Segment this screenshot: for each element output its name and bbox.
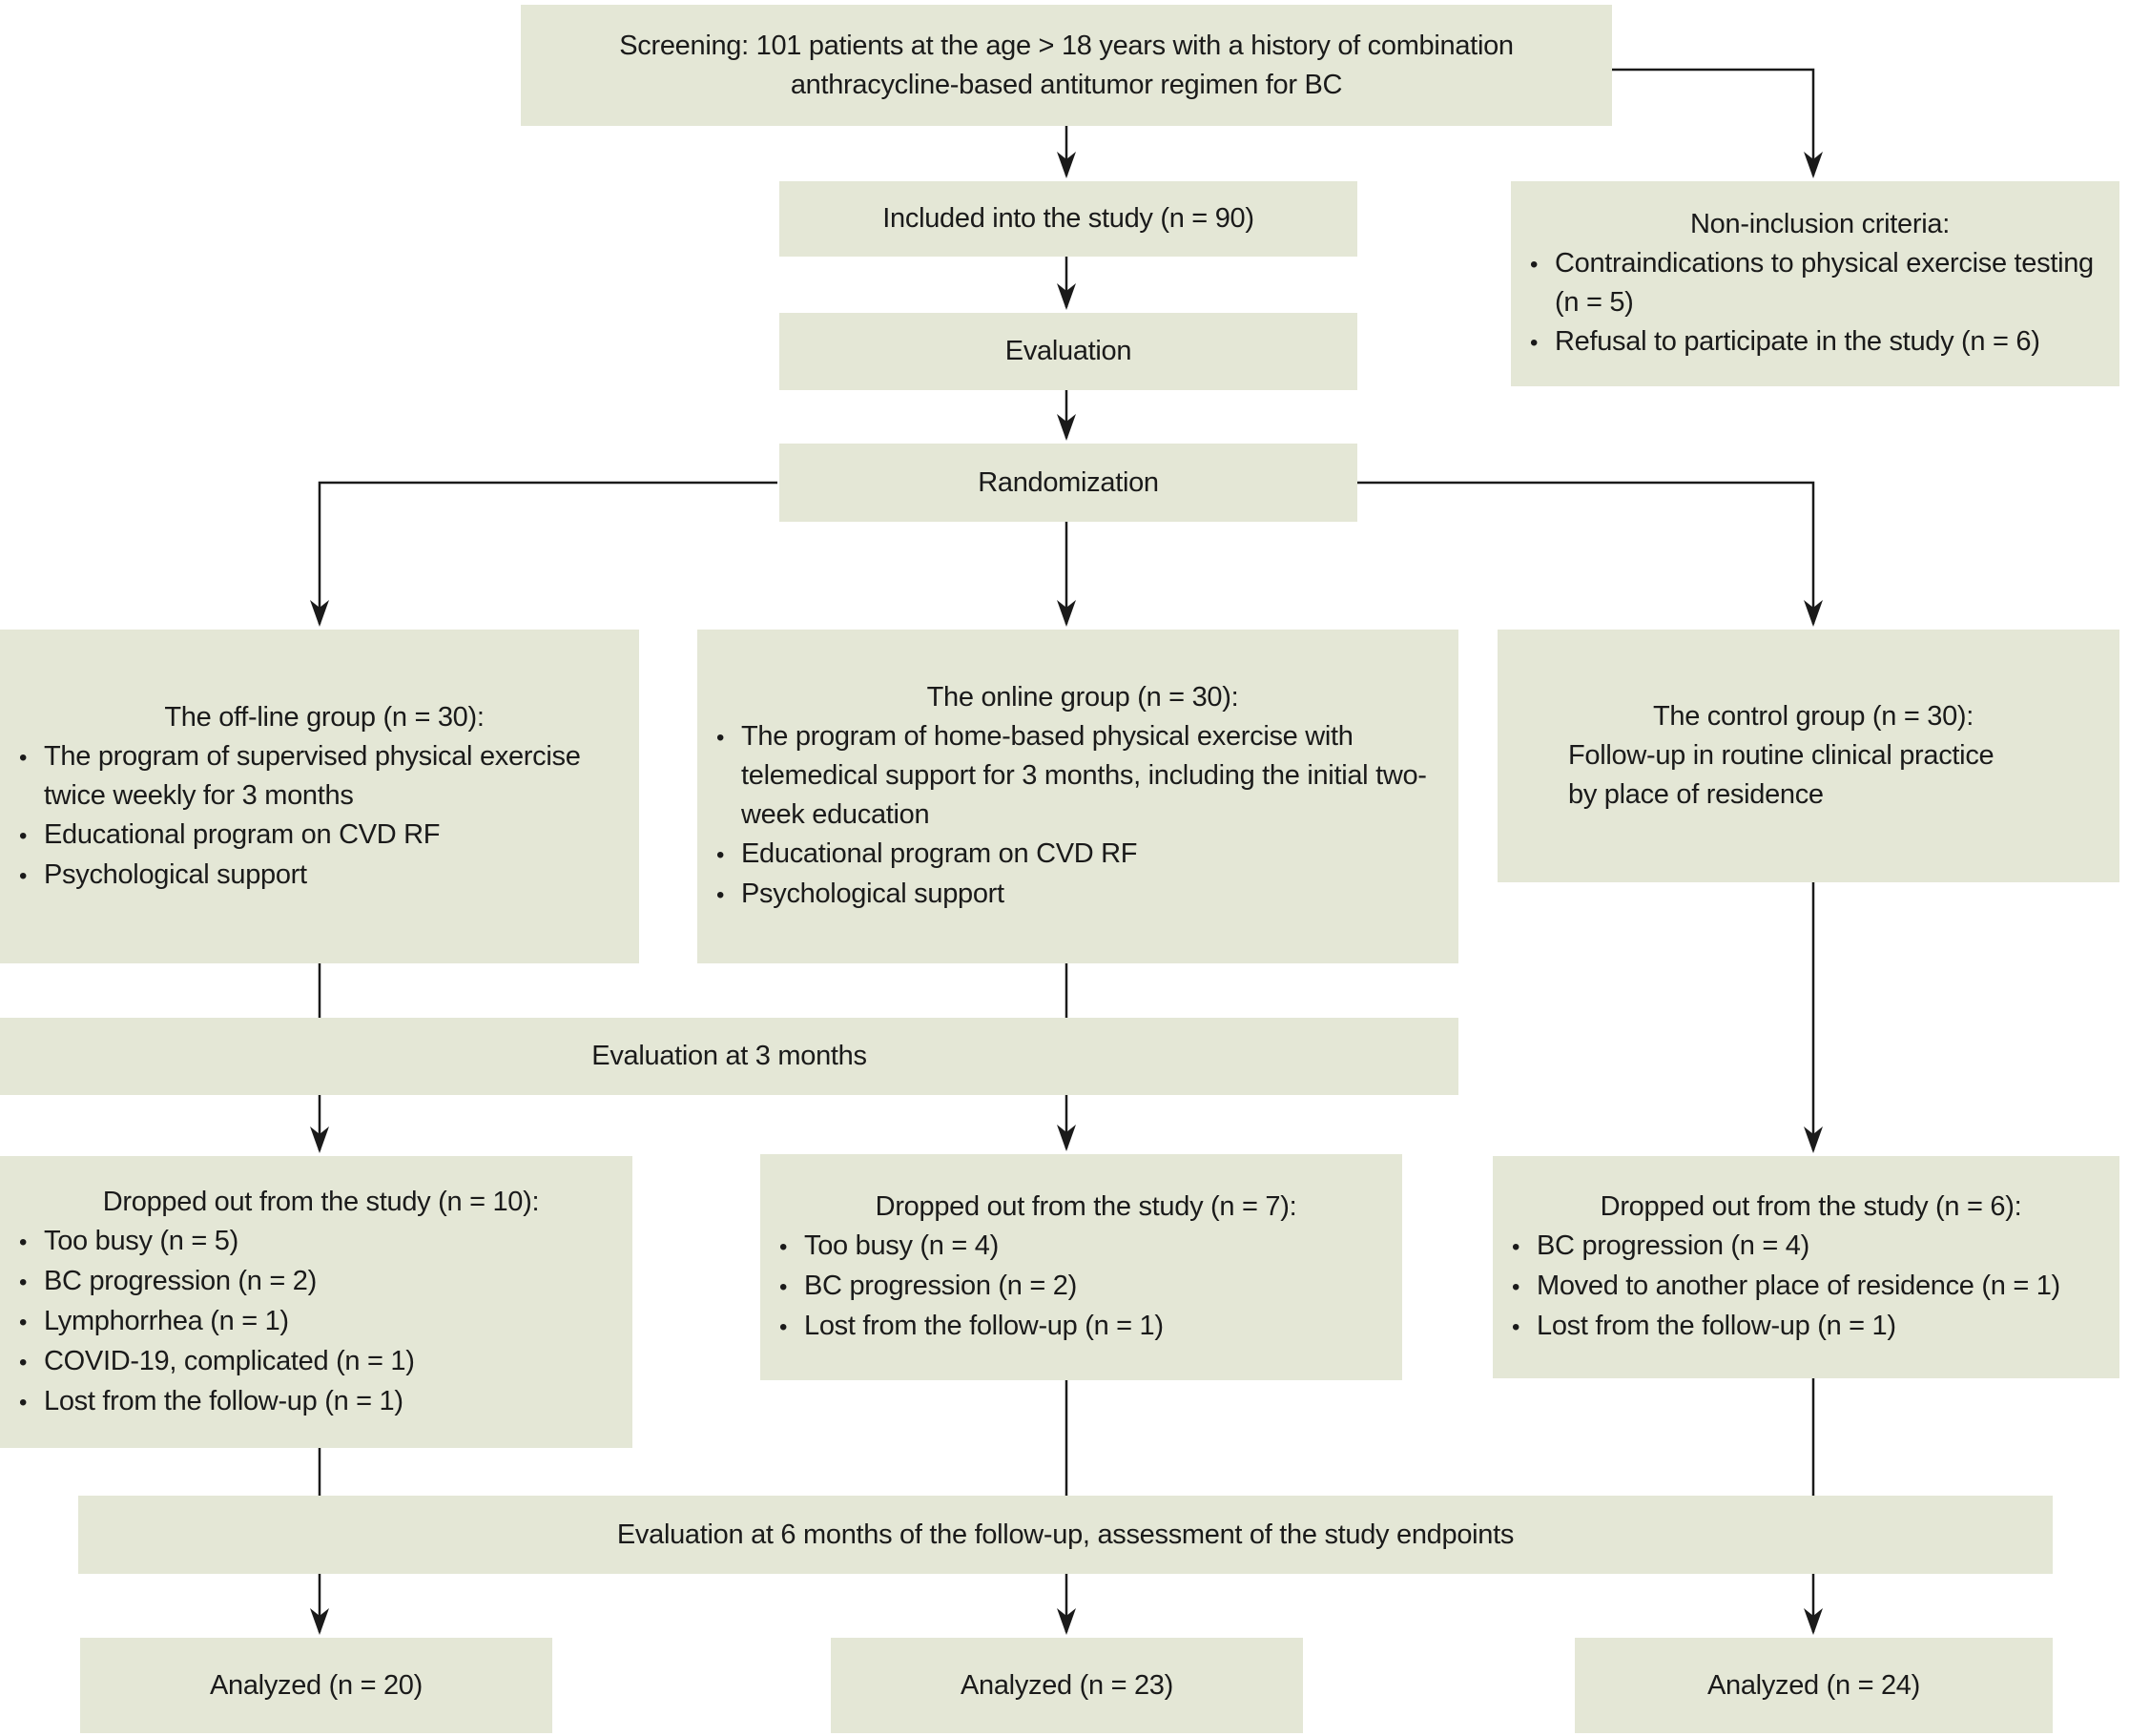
- list-item: [17, 856, 631, 896]
- list-item-text: The program of supervised physical exercise twice weekly for 3 months: [44, 740, 581, 811]
- bullet-icon: [17, 856, 44, 896]
- list-item: [1528, 244, 2112, 322]
- bullet-icon: [17, 816, 44, 856]
- online-group-title: The online group (n = 30):: [926, 682, 1239, 713]
- offline-group-title: The off-line group (n = 30):: [164, 701, 485, 733]
- list-item: [1510, 1227, 2112, 1267]
- list-item-text: Contraindications to physical exercise testing (n = 5): [1555, 248, 2094, 318]
- control-group-line: by place of residence: [1568, 779, 1824, 810]
- dropped-out-control-title: Dropped out from the study (n = 6):: [1600, 1191, 2022, 1222]
- bullet-icon: [714, 717, 741, 757]
- list-item: [714, 717, 1451, 835]
- bullet-icon: [1510, 1307, 1537, 1347]
- control-group-box: [1498, 630, 2119, 882]
- analyzed-offline-text: Analyzed (n = 20): [209, 1669, 423, 1701]
- list-item-text: COVID-19, complicated (n = 1): [44, 1345, 415, 1376]
- connector-randomization-control: [1354, 483, 1813, 624]
- list-item: [1510, 1267, 2112, 1307]
- bullet-icon: [714, 835, 741, 875]
- list-item: [17, 1382, 625, 1422]
- bullet-icon: [17, 1262, 44, 1302]
- list-item-text: Lost from the follow-up (n = 1): [44, 1385, 403, 1416]
- non-inclusion-title: Non-inclusion criteria:: [1690, 209, 1950, 239]
- screening-box: [521, 5, 1612, 126]
- list-item: [17, 1262, 625, 1302]
- control-group-line: Follow-up in routine clinical practice: [1568, 740, 1995, 771]
- bullet-icon: [17, 1382, 44, 1422]
- list-item: [777, 1227, 1395, 1267]
- bullet-icon: [777, 1227, 804, 1267]
- included-box: [779, 181, 1357, 257]
- list-item: [17, 1342, 625, 1382]
- bullet-icon: [777, 1307, 804, 1347]
- list-item-text: Lost from the follow-up (n = 1): [1537, 1311, 1896, 1341]
- randomization-box: [779, 444, 1357, 522]
- bullet-icon: [17, 1222, 44, 1262]
- evaluation-3-months-text: Evaluation at 3 months: [591, 1041, 867, 1071]
- list-item-text: Too busy (n = 4): [804, 1230, 999, 1261]
- connector-screening-noninclusion: [1612, 70, 1813, 176]
- non-inclusion-box: [1511, 181, 2119, 386]
- bullet-icon: [1528, 322, 1555, 362]
- list-item-text: Educational program on CVD RF: [741, 838, 1138, 869]
- list-item-text: Educational program on CVD RF: [44, 818, 441, 850]
- included-text: Included into the study (n = 90): [882, 203, 1254, 234]
- list-item: [714, 835, 1451, 875]
- list-item-text: Lymphorrhea (n = 1): [44, 1305, 289, 1336]
- evaluation-text: Evaluation: [1004, 336, 1132, 366]
- control-group-title: The control group (n = 30):: [1652, 701, 1974, 732]
- analyzed-online-text: Analyzed (n = 23): [960, 1669, 1173, 1701]
- dropped-out-online-title: Dropped out from the study (n = 7):: [875, 1191, 1297, 1222]
- bullet-icon: [1528, 244, 1555, 284]
- list-item: [17, 737, 631, 816]
- list-item: [17, 1222, 625, 1262]
- list-item-text: BC progression (n = 4): [1537, 1230, 1809, 1261]
- list-item-text: Refusal to participate in the study (n = 6): [1555, 326, 2040, 357]
- control-group-description: [1515, 736, 2112, 815]
- evaluation-6-months-text: Evaluation at 6 months of the follow-up, assessment of the study endpoints: [616, 1519, 1515, 1550]
- analyzed-control-text: Analyzed (n = 24): [1706, 1669, 1920, 1701]
- bullet-icon: [17, 1302, 44, 1342]
- analyzed-offline-box: [80, 1638, 552, 1733]
- analyzed-online-box: [831, 1638, 1303, 1733]
- evaluation-3-months-band: [0, 1018, 1458, 1095]
- bullet-icon: [777, 1267, 804, 1307]
- bullet-icon: [17, 737, 44, 777]
- online-group-box: [697, 630, 1458, 963]
- connector-randomization-offline: [320, 483, 777, 624]
- dropped-out-offline-box: [0, 1156, 632, 1448]
- dropped-out-online-box: [760, 1154, 1402, 1380]
- list-item: [1528, 322, 2112, 362]
- offline-group-box: [0, 630, 639, 963]
- screening-text: Screening: 101 patients at the age > 18 years with a history of combination anthracycline-based antitumor regimen for BC: [619, 30, 1514, 100]
- bullet-icon: [714, 875, 741, 915]
- list-item-text: Too busy (n = 5): [44, 1225, 238, 1256]
- list-item-text: BC progression (n = 2): [804, 1271, 1077, 1301]
- list-item: [777, 1307, 1395, 1347]
- analyzed-control-box: [1575, 1638, 2053, 1733]
- list-item: [17, 1302, 625, 1342]
- evaluation-box: [779, 313, 1357, 390]
- bullet-icon: [1510, 1227, 1537, 1267]
- list-item: [17, 816, 631, 856]
- dropped-out-offline-title: Dropped out from the study (n = 10):: [102, 1186, 540, 1217]
- list-item: [777, 1267, 1395, 1307]
- list-item: [1510, 1307, 2112, 1347]
- list-item-text: Psychological support: [44, 858, 307, 890]
- bullet-icon: [17, 1342, 44, 1382]
- list-item-text: BC progression (n = 2): [44, 1265, 317, 1296]
- list-item-text: The program of home-based physical exercise with telemedical support for 3 months, including the initial two-week education: [741, 721, 1427, 830]
- list-item-text: Moved to another place of residence (n = 1): [1537, 1271, 2060, 1301]
- bullet-icon: [1510, 1267, 1537, 1307]
- dropped-out-control-box: [1493, 1156, 2119, 1378]
- evaluation-6-months-band: [78, 1496, 2053, 1574]
- list-item-text: Psychological support: [741, 878, 1004, 909]
- list-item-text: Lost from the follow-up (n = 1): [804, 1311, 1164, 1341]
- list-item: [714, 875, 1451, 915]
- randomization-text: Randomization: [978, 466, 1159, 498]
